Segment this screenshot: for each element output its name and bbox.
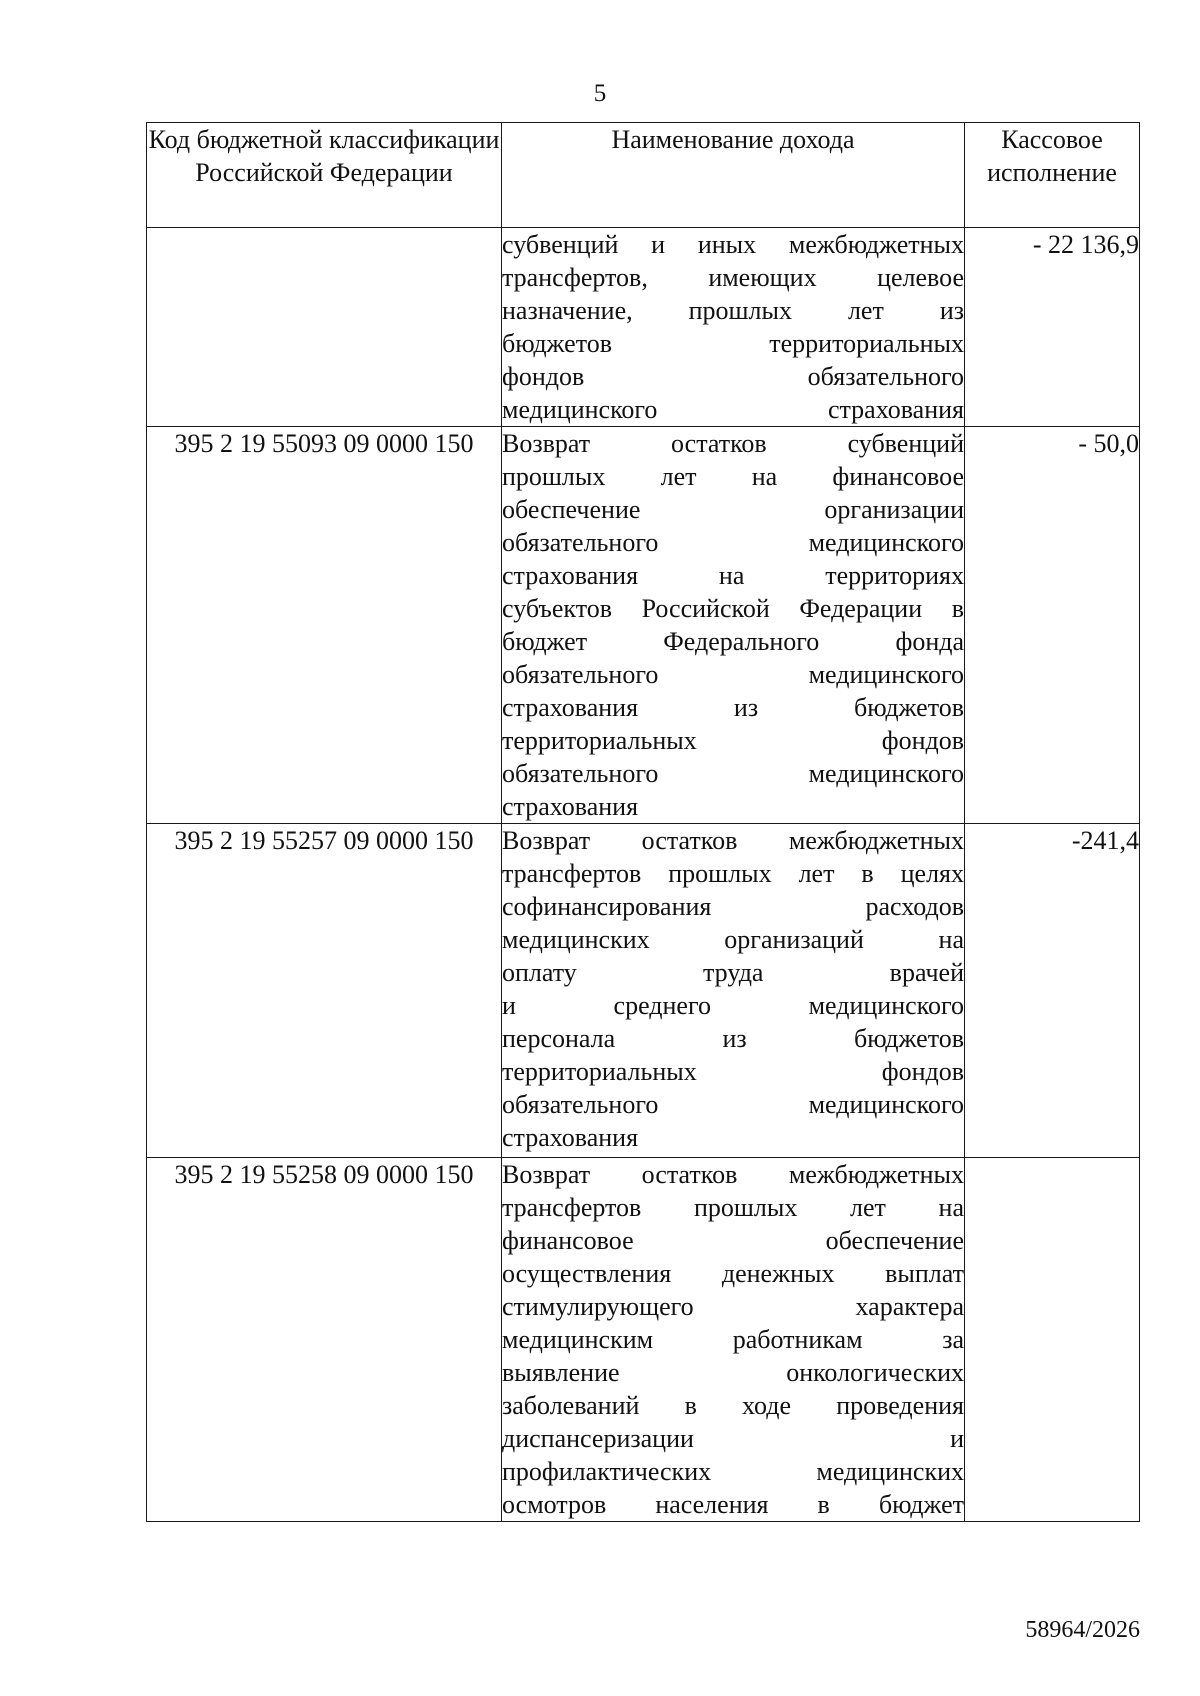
income-name-line: медицинского страхования bbox=[502, 395, 964, 424]
income-name-line: страхования на территориях bbox=[502, 561, 964, 590]
table-body bbox=[147, 228, 1140, 1522]
income-name-line: фондов обязательного bbox=[502, 362, 964, 391]
document-number: 58964/2026 bbox=[1025, 1617, 1140, 1643]
table-row bbox=[147, 1158, 1140, 1522]
page-number: 5 bbox=[593, 80, 607, 107]
budget-code-cell bbox=[147, 228, 502, 427]
income-name-line: обязательного медицинского bbox=[502, 759, 964, 788]
cash-execution-cell: - 22 136,9 bbox=[965, 228, 1140, 427]
table-row bbox=[147, 228, 1140, 427]
cash-execution-cell bbox=[965, 1158, 1140, 1522]
income-name-line: стимулирующего характера bbox=[502, 1292, 964, 1321]
income-name-line: трансфертов, имеющих целевое bbox=[502, 263, 964, 292]
budget-code-cell: 395 2 19 55257 09 0000 150 bbox=[147, 824, 502, 1158]
income-name-line: обязательного медицинского bbox=[502, 660, 964, 689]
income-name-line: бюджет Федерального фонда bbox=[502, 627, 964, 656]
income-name-line: осуществления денежных выплат bbox=[502, 1259, 964, 1288]
income-name-line: софинансирования расходов bbox=[502, 892, 964, 921]
income-name-line: субъектов Российской Федерации в bbox=[502, 594, 964, 623]
income-name-cell bbox=[502, 824, 965, 1158]
table-row bbox=[147, 427, 1140, 824]
income-name-line: диспансеризации и bbox=[502, 1424, 964, 1453]
income-name-cell bbox=[502, 228, 965, 427]
income-name-line: страхования bbox=[502, 1123, 639, 1152]
income-name-line: обеспечение организации bbox=[502, 495, 964, 524]
income-name-line: заболеваний в ходе проведения bbox=[502, 1391, 964, 1420]
income-name-cell bbox=[502, 427, 965, 824]
income-name-line: финансовое обеспечение bbox=[502, 1226, 964, 1255]
income-name-line: субвенций и иных межбюджетных bbox=[502, 230, 964, 259]
income-name-line: оплату труда врачей bbox=[502, 958, 964, 987]
income-name-line: профилактических медицинских bbox=[502, 1457, 964, 1486]
table-header-row bbox=[147, 123, 1140, 228]
income-name-cell bbox=[502, 1158, 965, 1522]
header-amount: Кассовое исполнение bbox=[965, 123, 1140, 228]
income-name-line: обязательного медицинского bbox=[502, 528, 964, 557]
income-name-line: Возврат остатков межбюджетных bbox=[502, 826, 964, 855]
income-name-line: прошлых лет на финансовое bbox=[502, 462, 964, 491]
income-name-line: Возврат остатков субвенций bbox=[502, 429, 964, 458]
header-name: Наименование дохода bbox=[502, 123, 965, 228]
income-table bbox=[146, 122, 1140, 1522]
cash-execution-cell: -241,4 bbox=[965, 824, 1140, 1158]
income-name-line: выявление онкологических bbox=[502, 1358, 964, 1387]
income-name-line: и среднего медицинского bbox=[502, 991, 964, 1020]
income-name-line: осмотров населения в бюджет bbox=[502, 1490, 964, 1519]
income-name-line: назначение, прошлых лет из bbox=[502, 296, 964, 325]
income-name-line: медицинских организаций на bbox=[502, 925, 964, 954]
income-name-line: страхования из бюджетов bbox=[502, 693, 964, 722]
header-code: Код бюджетной классификации Российской Федерации bbox=[147, 123, 502, 228]
income-name-line: обязательного медицинского bbox=[502, 1090, 964, 1119]
income-name-line: трансфертов прошлых лет на bbox=[502, 1193, 964, 1222]
income-name-line: бюджетов территориальных bbox=[502, 329, 964, 358]
budget-code-cell: 395 2 19 55258 09 0000 150 bbox=[147, 1158, 502, 1522]
income-name-line: территориальных фондов bbox=[502, 1057, 964, 1086]
cash-execution-cell: - 50,0 bbox=[965, 427, 1140, 824]
income-name-line: Возврат остатков межбюджетных bbox=[502, 1160, 964, 1189]
income-name-line: трансфертов прошлых лет в целях bbox=[502, 859, 964, 888]
income-name-line: территориальных фондов bbox=[502, 726, 964, 755]
table-row bbox=[147, 824, 1140, 1158]
income-name-line: медицинским работникам за bbox=[502, 1325, 964, 1354]
budget-code-cell: 395 2 19 55093 09 0000 150 bbox=[147, 427, 502, 824]
income-name-line: персонала из бюджетов bbox=[502, 1024, 964, 1053]
income-name-line: страхования bbox=[502, 792, 639, 821]
